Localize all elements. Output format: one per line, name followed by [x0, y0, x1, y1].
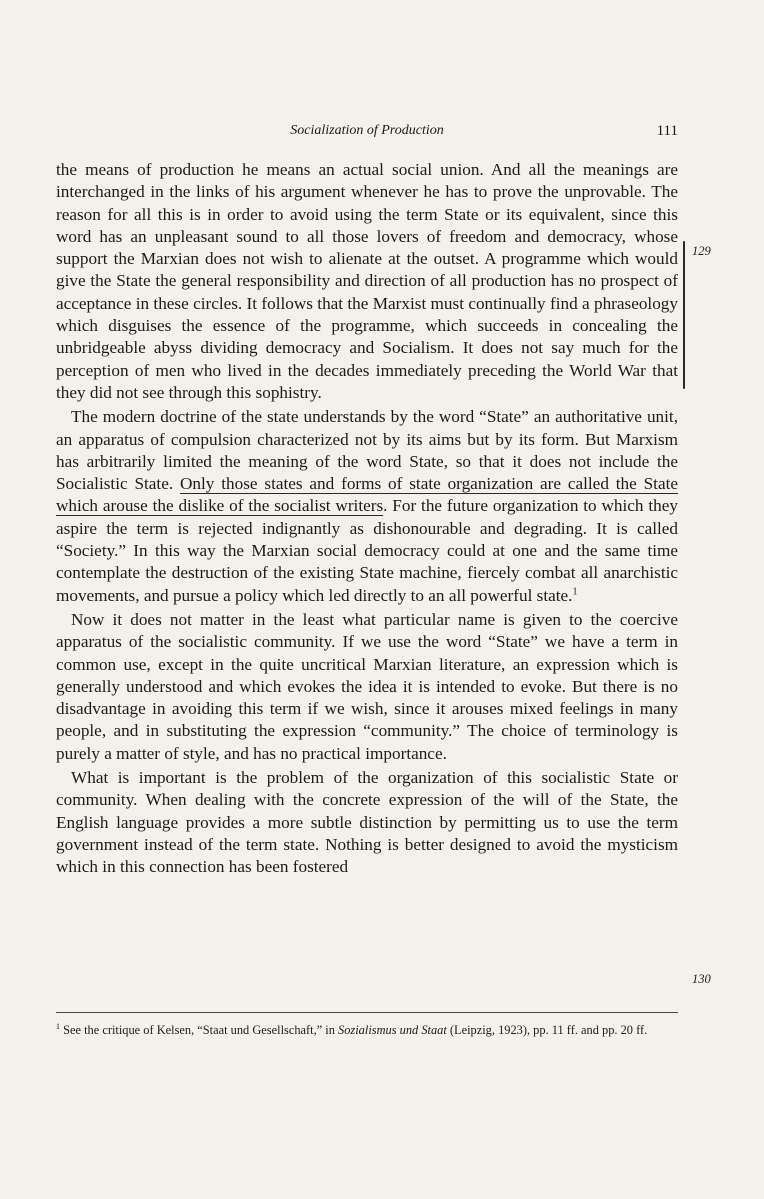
margin-annotation-bar [683, 241, 685, 389]
page-number: 111 [656, 123, 678, 139]
paragraph-1: the means of production he means an actual social union. And all the meanings are interchanged in the links of his argument whenever he has to prove the unprovable. The reason for all this is in order to avoid using the term State or its equivalent, since this word has an unpleasant sound to all those lovers of freedom and democracy, whose support the Marxian does not wish to alienate at the outset. A programme which would give the State the general responsibility and direction of all production has no prospect of acceptance in these circles. It follows that the Marxist must continually find a phraseology which disguises the essence of the programme, which succeeds in concealing the unbridgeable abyss dividing democracy and Socialism. It does not say much for the perception of men who lived in the decades immediately preceding the World War that they did not see through this sophistry. [56, 160, 678, 402]
footnote-reference[interactable]: 1 [572, 585, 578, 597]
footnote-mark: 1 [56, 1021, 60, 1031]
paragraph-3: Now it does not matter in the least what particular name is given to the coercive apparatus of the socialistic community. If we use the word “State” we have a term in common use, except in the quite uncritical Marxian literature, an expression which is generally understood and which evokes the idea it is intended to evoke. But there is no disadvantage in avoiding this term if we wish, since it arouses mixed feelings in many people, and in substituting the expression “community.” The choice of terminology is purely a matter of style, and has no practical importance. [56, 609, 678, 763]
footnote [56, 1021, 678, 1040]
page-header [56, 123, 678, 143]
running-head: Socialization of Production [290, 123, 444, 138]
body-text [56, 159, 678, 881]
underlined-passage: Only those states and forms of state organization are called the State which arouse the dislike of the socialist writers [56, 474, 678, 516]
paragraph-2 [56, 406, 678, 607]
margin-number-129: 129 [692, 244, 711, 258]
footnote-text: See the critique of Kelsen, “Staat und Gesellschaft,” in [63, 1023, 339, 1037]
paragraph-2-text: The modern doctrine of the state understands by the word “State” an authoritative unit, an apparatus of compulsion characterized not by its aims but by its form. But Marxism has arbitrarily limited the meaning of the word State, so that it does not include the Socialistic State. [56, 407, 678, 494]
paragraph-2-text-cont: . For the future organization to which they aspire the term is rejected indignantly as dishonourable and degrading. It is called “Society.” In this way the Marxian social democracy could at one and the same time contemplate the destruction of the existing State machine, fiercely combat all anarchistic movements, and pursue a policy which led directly to an all powerful state. [56, 496, 678, 605]
footnote-rule [56, 1012, 678, 1013]
footnote-title: Sozialismus und Staat [338, 1023, 447, 1037]
paragraph-4: What is important is the problem of the organization of this socialistic State or community. When dealing with the concrete expression of the will of the State, the English language provides a more subtle distinction by permitting us to use the term government instead of the term state. Nothing is better designed to avoid the mysticism which in this connection has been fostered [56, 768, 678, 877]
margin-number-130: 130 [692, 972, 711, 986]
footnote-text-cont: (Leipzig, 1923), pp. 11 ff. and pp. 20 ff. [446, 1023, 648, 1037]
